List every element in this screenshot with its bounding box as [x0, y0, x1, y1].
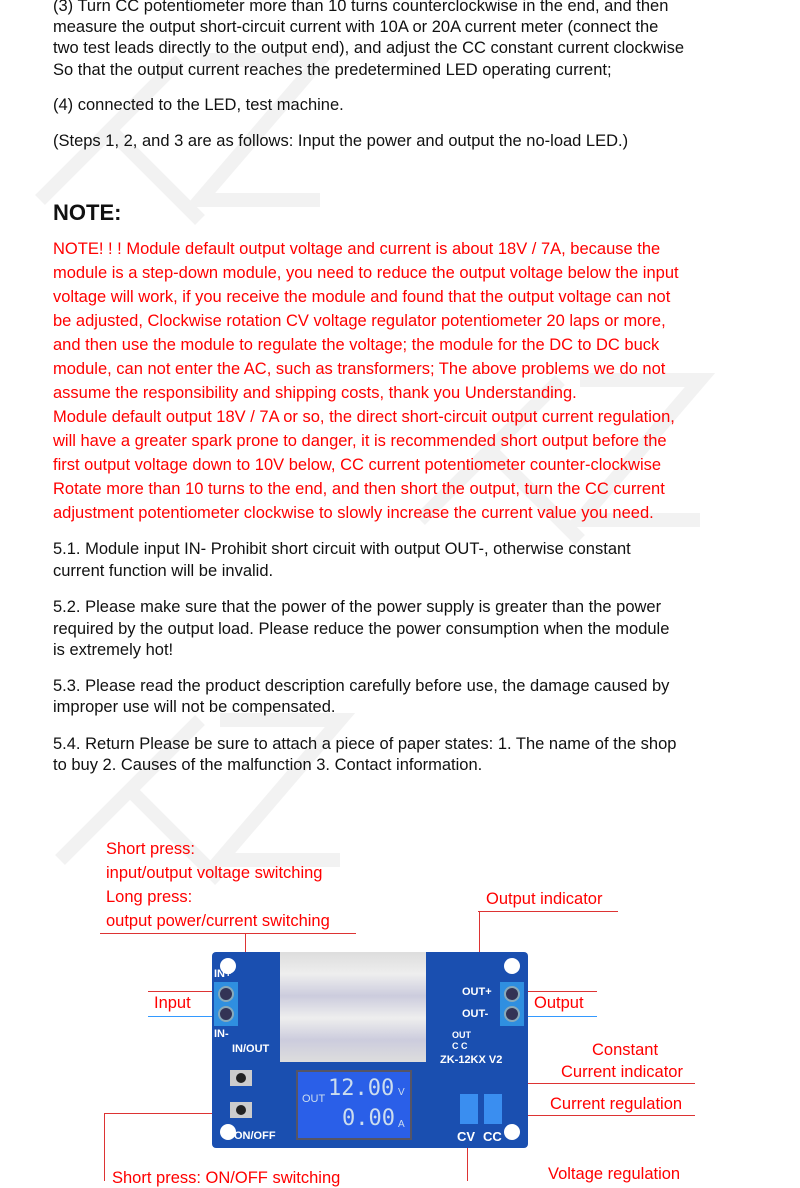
label-output: Output — [534, 994, 584, 1012]
note-heading: NOTE: — [53, 200, 122, 225]
note-line: module is a step-down module, you need to reduce the output voltage below the input — [53, 264, 679, 282]
text-line: improper use will not be compensated. — [53, 698, 336, 716]
label-cc-indicator: Current indicator — [561, 1063, 683, 1081]
led-label: OUT — [452, 1030, 471, 1040]
output-terminal — [500, 982, 524, 1026]
note-line: voltage will work, if you receive the module and found that the output voltage can not — [53, 288, 671, 306]
label-onoff: Short press: ON/OFF switching — [112, 1169, 341, 1187]
label-inout: input/output voltage switching — [106, 864, 323, 882]
note-line: module, can not enter the AC, such as transformers; The above problems we do not — [53, 360, 666, 378]
text-line: is extremely hot! — [53, 641, 174, 659]
note-line: NOTE! ! ! Module default output voltage and current is about 18V / 7A, because the — [53, 240, 661, 258]
text-line: 5.1. Module input IN- Prohibit short circuit with output OUT-, otherwise constant — [53, 540, 631, 558]
model-label: ZK-12KX V2 — [440, 1054, 503, 1066]
pin-label: IN/OUT — [232, 1043, 270, 1055]
text-line: 5.2. Please make sure that the power of the power supply is greater than the power — [53, 598, 662, 616]
cc-potentiometer[interactable] — [484, 1094, 502, 1124]
text-line: 5.4. Return Please be sure to attach a piece of paper states: 1. The name of the shop — [53, 735, 677, 753]
note-line: assume the responsibility and shipping costs, thank you Understanding. — [53, 384, 577, 402]
label-voltage-regulation: Voltage regulation — [548, 1165, 681, 1183]
onoff-button[interactable] — [230, 1102, 252, 1118]
text-line: two test leads directly to the output end), and adjust the CC constant current clockwise — [53, 39, 684, 57]
text-line: current function will be invalid. — [53, 562, 274, 580]
text-line: (3) Turn CC potentiometer more than 10 turns counterclockwise in the end, and then — [53, 0, 669, 15]
steps-note: (Steps 1, 2, and 3 are as follows: Input the power and output the no-load LED.) — [53, 132, 629, 150]
text-line: measure the output short-circuit current with 10A or 20A current meter (connect the — [53, 18, 659, 36]
pin-label: IN- — [214, 1028, 229, 1040]
led-label: C C — [452, 1041, 468, 1051]
label-current-regulation: Current regulation — [550, 1095, 683, 1113]
label-inout: Short press: — [106, 840, 195, 858]
note-line: Module default output 18V / 7A or so, the direct short-circuit output current regulation, — [53, 408, 675, 426]
cc-label: CC — [483, 1129, 502, 1144]
unit-v: V — [398, 1087, 405, 1098]
input-terminal — [214, 982, 238, 1026]
heatsink — [280, 952, 426, 1062]
step-4: (4) connected to the LED, test machine. — [53, 96, 344, 114]
note-line: will have a greater spark prone to danger, it is recommended short output before the — [53, 432, 667, 450]
pin-label: OUT- — [462, 1008, 489, 1020]
pin-label: OUT+ — [462, 986, 492, 998]
text-line: required by the output load. Please reduce the power consumption when the module — [53, 620, 670, 638]
note-line: Rotate more than 10 turns to the end, and then short the output, turn the CC current — [53, 480, 665, 498]
inout-button[interactable] — [230, 1070, 252, 1086]
unit-a: A — [398, 1119, 405, 1130]
label-inout: output power/current switching — [106, 912, 330, 930]
text-line: to buy 2. Causes of the malfunction 3. Contact information. — [53, 756, 483, 774]
cv-potentiometer[interactable] — [460, 1094, 478, 1124]
label-input: Input — [154, 994, 191, 1012]
module-board — [212, 952, 528, 1148]
note-line: be adjusted, Clockwise rotation CV voltage regulator potentiometer 20 laps or more, — [53, 312, 666, 330]
label-inout: Long press: — [106, 888, 193, 906]
pin-label: ON/OFF — [234, 1130, 276, 1142]
label-output-indicator: Output indicator — [486, 890, 603, 908]
note-line: and then use the module to regulate the voltage; the module for the DC to DC buck — [53, 336, 660, 354]
current-readout: 0.00 — [342, 1106, 395, 1131]
note-line: adjustment potentiometer clockwise to slowly increase the current value you need. — [53, 504, 654, 522]
voltage-readout: 12.00 — [328, 1076, 395, 1101]
text-line: So that the output current reaches the predetermined LED operating current; — [53, 61, 612, 79]
lcd-label: OUT — [302, 1093, 326, 1105]
lcd-display — [296, 1070, 412, 1140]
pin-label: IN+ — [214, 968, 232, 980]
note-line: first output voltage down to 10V below, CC current potentiometer counter-clockwise — [53, 456, 662, 474]
label-cc-indicator: Constant — [592, 1041, 659, 1059]
cv-label: CV — [457, 1129, 476, 1144]
text-line: 5.3. Please read the product description carefully before use, the damage caused by — [53, 677, 670, 695]
